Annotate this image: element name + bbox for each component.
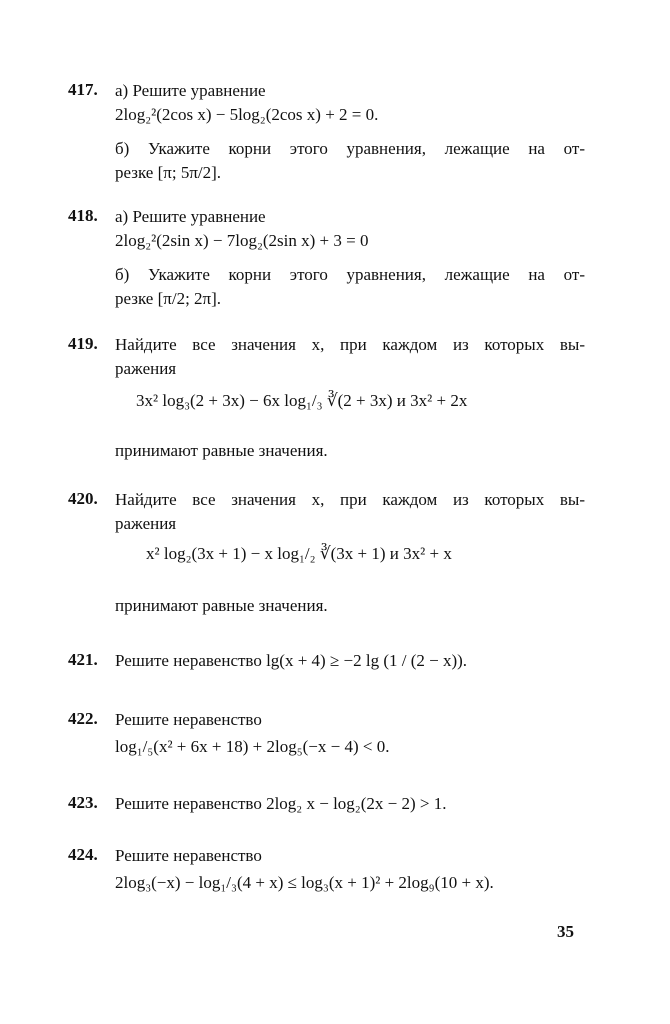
problem-text-line1: Найдите все значения x, при каждом из которых вы- xyxy=(115,490,585,509)
problem-equation: 2log₂²(2cos x) − 5log₂(2cos x) + 2 = 0. xyxy=(115,105,379,124)
problem-423 xyxy=(68,793,588,823)
problem-expression: x² log₂(3x + 1) − x log₁/₂ ∛(3x + 1) и 3x² + x xyxy=(146,544,452,563)
problem-part-a-label: а) Решите уравнение xyxy=(115,207,266,226)
problem-text: Решите неравенство 2log₂ x − log₂(2x − 2) > 1. xyxy=(115,794,447,813)
problem-part-b-line2: резке [π; 5π/2]. xyxy=(115,163,222,182)
problem-expression: 3x² log₃(2 + 3x) − 6x log₁/₃ ∛(2 + 3x) и 3x² + 2x xyxy=(136,391,468,410)
problem-part-b-line2: резке [π/2; 2π]. xyxy=(115,289,222,308)
problem-number: 420. xyxy=(68,489,98,508)
problem-418 xyxy=(68,206,588,316)
problem-number: 419. xyxy=(68,334,98,353)
problem-closing: принимают равные значения. xyxy=(115,441,328,460)
problem-label: Решите неравенство xyxy=(115,846,262,865)
problem-number: 418. xyxy=(68,206,98,225)
problem-inequality: 2log₃(−x) − log₁/₃(4 + x) ≤ log₃(x + 1)² + 2log₉(10 + x). xyxy=(115,873,494,892)
problem-equation: 2log₂²(2sin x) − 7log₂(2sin x) + 3 = 0 xyxy=(115,231,369,250)
problem-text-line2: ражения xyxy=(115,514,177,533)
problem-number: 424. xyxy=(68,845,98,864)
problem-424 xyxy=(68,845,588,905)
problem-inequality: log₁/₅(x² + 6x + 18) + 2log₅(−x − 4) < 0. xyxy=(115,737,390,756)
problem-420 xyxy=(68,489,588,619)
problem-number: 417. xyxy=(68,80,98,99)
problem-text: Решите неравенство lg(x + 4) ≥ −2 lg (1 / (2 − x)). xyxy=(115,651,468,670)
problem-text-line1: Найдите все значения x, при каждом из которых вы- xyxy=(115,335,585,354)
problem-421 xyxy=(68,650,588,690)
problem-part-b-line1: б) Укажите корни этого уравнения, лежащие на от- xyxy=(115,265,585,284)
problem-number: 423. xyxy=(68,793,98,812)
problem-part-a-label: а) Решите уравнение xyxy=(115,81,266,100)
problem-label: Решите неравенство xyxy=(115,710,262,729)
problem-part-b-line1: б) Укажите корни этого уравнения, лежащие на от- xyxy=(115,139,585,158)
problem-number: 421. xyxy=(68,650,98,669)
page-number: 35 xyxy=(557,922,574,941)
problem-number: 422. xyxy=(68,709,98,728)
problem-417 xyxy=(68,80,588,190)
problem-closing: принимают равные значения. xyxy=(115,596,328,615)
problem-419 xyxy=(68,334,588,464)
problem-text-line2: ражения xyxy=(115,359,177,378)
problem-422 xyxy=(68,709,588,769)
